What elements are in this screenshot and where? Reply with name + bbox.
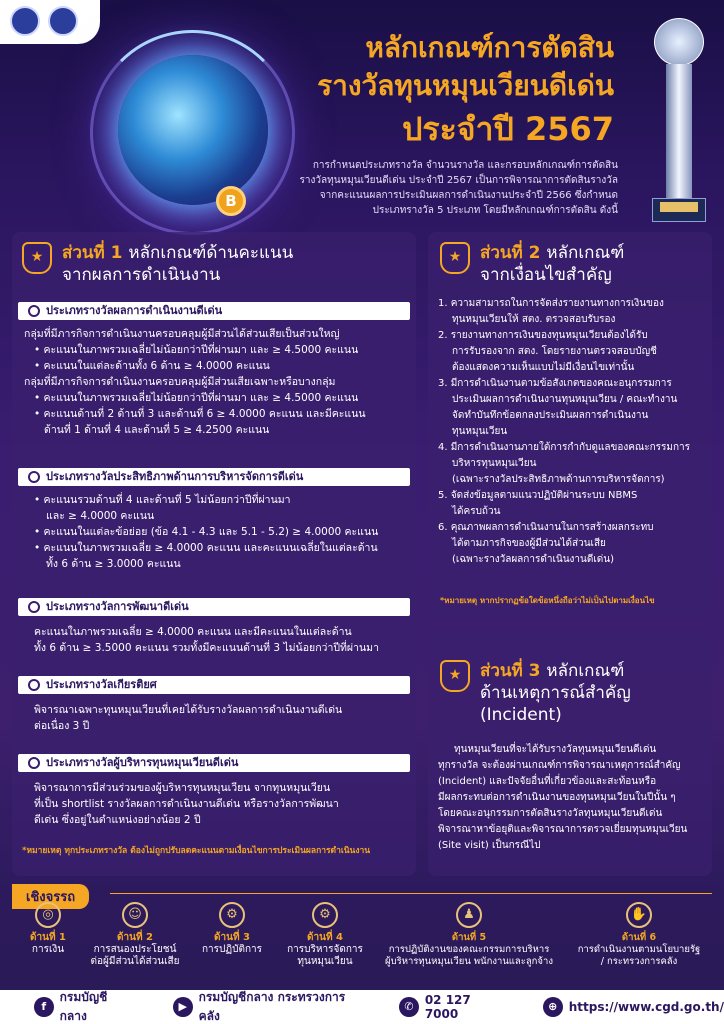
part3-header [440, 660, 631, 726]
facets-divider [110, 893, 712, 894]
part1-section-2: ประเภทรางวัลประสิทธิภาพด้านการบริหารจัดการดีเด่น • คะแนนรวมด้านที่ 4 และด้านที่ 5 ไม่น้อยกว่าปีที่ผ่านมา และ ≥ 4.0000 คะแนน • คะแนนในแต่ละข้อย่อย (ข้อ 4.1 - 4.3 และ 5.1 - 5.2) ≥ 4.0000 คะแนน • คะแนนในภาพรวมเฉลี่ย ≥ 4.0000 คะแนน และคะแนนเฉลี่ยในแต่ละด้าน ทั้ง 6 ด้าน ≥ 3.0000 คะแนน [18, 468, 410, 572]
part3-title-d: (Incident) [480, 705, 562, 725]
intro-text: การกำหนดประเภทรางวัล จำนวนรางวัล และกรอบหลักเกณฑ์การตัดสิน รางวัลทุนหมุนเวียนดีเด่น ประจำปี 2567 เป็นการพิจารณาการตัดสินรางวัล จากคะแนนผลการประเมินผลการดำเนินงานประจำปี 2566 ซึ่งกำหนด ประเภทรางวัล 5 ประเภท โดยมีหลักเกณฑ์การตัดสิน ดังนี้ [299, 160, 618, 216]
trophy-cup-icon: ★ [22, 242, 52, 274]
phone-icon: ✆ [399, 997, 419, 1017]
part1-section-5: ประเภทรางวัลผู้บริหารทุนหมุนเวียนดีเด่น พิจารณาการมีส่วนร่วมของผู้บริหารทุนหมุนเวียน จากทุนหมุนเวียน ที่เป็น shortlist รางวัลผลการดำเนินงานดีเด่น หรือรางวัลการพัฒนา ดีเด่น ซึ่งอยู่ในตำแหน่งอย่างน้อย 2 ปี [18, 754, 410, 828]
facet-2: ☺ ด้านที่ 2 การสนองประโยชน์ ต่อผู้มีส่วนได้ส่วนเสีย [82, 902, 188, 968]
facebook-icon: f [34, 997, 54, 1017]
website-label: https://www.cgd.go.th/ [568, 1000, 724, 1014]
cog-person-icon: ⚙ [312, 902, 338, 928]
footer-phone[interactable] [399, 993, 507, 1021]
page-title-line2: รางวัลทุนหมุนเวียนดีเด่น [317, 69, 614, 102]
facet-3: ⚙ ด้านที่ 3 การปฏิบัติการ [192, 902, 272, 956]
part1-section-4: ประเภทรางวัลเกียรติยศ พิจารณาเฉพาะทุนหมุนเวียนที่เคยได้รับรางวัลผลการดำเนินงานดีเด่น ต่อเนื่อง 3 ปี [18, 676, 410, 734]
hand-growth-icon: ✋ [626, 902, 652, 928]
part3-title-c: ด้านเหตุการณ์สำคัญ [480, 683, 631, 703]
facebook-label: กรมบัญชีกลาง [59, 990, 108, 1023]
coin-icon: B [216, 186, 246, 216]
globe-icon [118, 55, 268, 205]
phone-label: 02 127 7000 [424, 993, 471, 1021]
facet-5: ♟ ด้านที่ 5 การปฏิบัติงานของคณะกรรมการบริหาร ผู้บริหารทุนหมุนเวียน พนักงานและลูกจ้าง [376, 902, 562, 968]
part1-note: *หมายเหตุ ทุกประเภทรางวัล ต้องไม่ถูกปรับลดคะแนนตามเงื่อนไขการประเมินผลการดำเนินงาน [22, 846, 371, 856]
footer-facebook[interactable] [34, 988, 133, 1024]
part1-title-c: จากผลการดำเนินงาน [62, 265, 221, 285]
part3-title-b: หลักเกณฑ์ [546, 661, 625, 681]
part2-title-b: หลักเกณฑ์ [546, 243, 625, 263]
facet-4: ⚙ ด้านที่ 4 การบริหารจัดการ ทุนหมุนเวียน [276, 902, 374, 968]
award-badge-icon [28, 679, 40, 691]
footer-bar [0, 990, 724, 1024]
part2-title-a: ส่วนที่ 2 [480, 243, 541, 263]
trophy-icon [648, 18, 710, 223]
part3-text: ทุนหมุนเวียนที่จะได้รับรางวัลทุนหมุนเวียนดีเด่น ทุกรางวัล จะต้องผ่านเกณฑ์การพิจารณาเหตุการณ์สำคัญ (Incident) และปัจจัยอื่นที่เกี่ยวข้องและสะท้อนหรือ มีผลกระทบต่อการดำเนินงานของทุนหมุนเวียนในปีนั้น ๆ โดยคณะอนุกรรมการตัดสินรางวัลทุนหมุนเวียนดีเด่น พิจารณาหาข้อยุติและพิจารณาการตรวจเยี่ยมทุนหมุนเวียน (Site visit) เป็นกรณีไป [438, 744, 688, 851]
award-badge-icon [28, 471, 40, 483]
ministry-logo [10, 6, 40, 36]
part2-list: 1. ความสามารถในการจัดส่งรายงานทางการเงินของ ทุนหมุนเวียนให้ สตง. ตรวจสอบรับรอง 2. รายงานทางการเงินของทุนหมุนเวียนต้องได้รับ การรับรองจาก สตง. โดยรายงานตรวจสอบบัญชี ต้องแสดงความเห็นแบบไม่มีเงื่อนไขเท่านั้น 3. มีการดำเนินงานตามข้อสังเกตของคณะอนุกรรมการ ประเมินผลการดำเนินงานทุนหมุนเวียน / คณะทำงาน จัดทำบันทึกข้อตกลงประเมินผลการดำเนินงาน ทุนหมุนเวียน 4. มีการดำเนินงานภายใต้การกำกับดูแลของคณะกรรมการ บริหารทุนหมุนเวียน (เฉพาะรางวัลประสิทธิภาพด้านการบริหารจัดการ) 5. จัดส่งข้อมูลตามแนวปฏิบัติผ่านระบบ NBMS ได้ครบถ้วน 6. คุณภาพผลการดำเนินงานในการสร้างผลกระทบ ได้ตามภารกิจของผู้มีส่วนได้ส่วนเสีย (เฉพาะรางวัลผลการดำเนินงานดีเด่น) [438, 298, 691, 565]
footer-website[interactable] [543, 997, 724, 1017]
trophy-cup-icon: ★ [440, 660, 470, 692]
youtube-icon: ▶ [173, 997, 193, 1017]
page-title-line1: หลักเกณฑ์การตัดสิน [365, 31, 614, 64]
youtube-label: กรมบัญชีกลาง กระทรวงการคลัง [198, 990, 346, 1023]
people-icon: ☺ [122, 902, 148, 928]
part1-section-1: ประเภทรางวัลผลการดำเนินงานดีเด่น กลุ่มที่มีภารกิจการดำเนินงานครอบคลุมผู้มีส่วนได้ส่วนเสียเป็นส่วนใหญ่ • คะแนนในภาพรวมเฉลี่ยไม่น้อยกว่าปีที่ผ่านมา และ ≥ 4.5000 คะแนน • คะแนนในแต่ละด้านทั้ง 6 ด้าน ≥ 4.0000 คะแนน กลุ่มที่มีภารกิจการดำเนินงานครอบคลุมผู้มีส่วนเสียเฉพาะหรือบางกลุ่ม • คะแนนในภาพรวมเฉลี่ยไม่น้อยกว่าปีที่ผ่านมา และ ≥ 4.5000 คะแนน • คะแนนด้านที่ 2 ด้านที่ 3 และด้านที่ 6 ≥ 4.0000 คะแนน และมีคะแนน ด้านที่ 1 ด้านที่ 4 และด้านที่ 5 ≥ 4.2500 คะแนน [18, 302, 410, 438]
footer-youtube[interactable] [173, 988, 363, 1024]
part1-section-3: ประเภทรางวัลการพัฒนาดีเด่น คะแนนในภาพรวมเฉลี่ย ≥ 4.0000 คะแนน และมีคะแนนในแต่ละด้าน ทั้ง 6 ด้าน ≥ 3.5000 คะแนน รวมทั้งมีคะแนนด้านที่ 3 ไม่น้อยกว่าปีที่ผ่านมา [18, 598, 410, 656]
globe-web-icon: ⊕ [543, 997, 563, 1017]
part2-title-c: จากเงื่อนไขสำคัญ [480, 265, 612, 285]
facet-1: ◎ ด้านที่ 1 การเงิน [18, 902, 78, 956]
part1-header [22, 242, 293, 286]
org-chart-icon: ♟ [456, 902, 482, 928]
part2-note: *หมายเหตุ หากปรากฏข้อใดข้อหนึ่งถือว่าไม่เป็นไปตามเงื่อนไข [440, 596, 655, 605]
gear-icon: ⚙ [219, 902, 245, 928]
trophy-cup-icon: ★ [440, 242, 470, 274]
award-badge-icon [28, 305, 40, 317]
award-badge-icon [28, 757, 40, 769]
part1-title-b: หลักเกณฑ์ด้านคะแนน [128, 243, 294, 263]
facet-6: ✋ ด้านที่ 6 การดำเนินงานตามนโยบายรัฐ / กระทรวงการคลัง [564, 902, 714, 968]
department-logo [48, 6, 78, 36]
page-title-line3: ประจำปี 2567 [402, 110, 614, 148]
coins-icon: ◎ [35, 902, 61, 928]
part2-header [440, 242, 624, 286]
facets-label: เชิงจรรถ [12, 884, 89, 909]
part1-title-a: ส่วนที่ 1 [62, 243, 123, 263]
part3-title-a: ส่วนที่ 3 [480, 661, 541, 681]
award-badge-icon [28, 601, 40, 613]
